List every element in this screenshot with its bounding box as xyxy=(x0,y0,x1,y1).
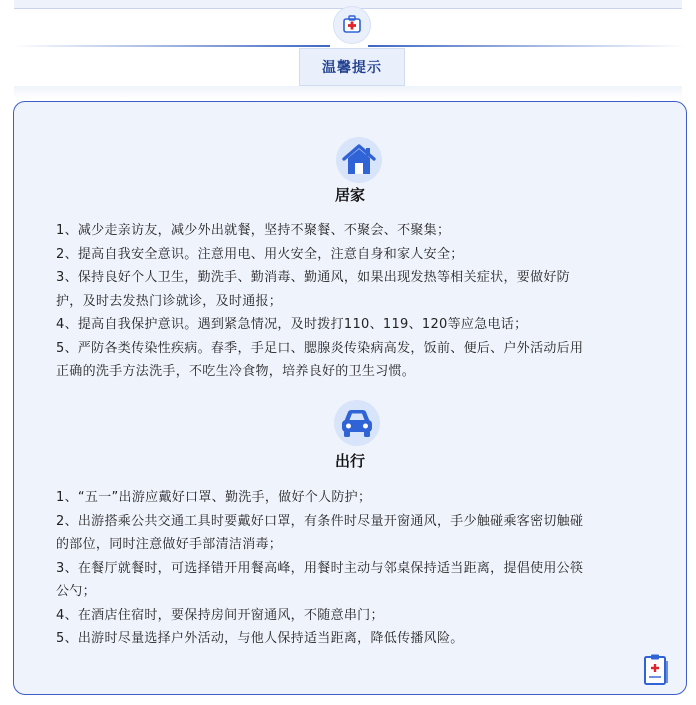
home-tips-list xyxy=(56,219,686,384)
home-tip-line: 正确的洗手方法洗手，不吃生冷食物，培养良好的卫生习惯。 xyxy=(56,364,416,379)
car-icon xyxy=(334,400,380,446)
travel-tip-line: 的部位，同时注意做好手部清洁消毒； xyxy=(56,537,283,552)
travel-tip-line: 公勺； xyxy=(56,584,96,599)
home-title: 居家 xyxy=(334,186,365,204)
medical-clipboard-icon xyxy=(643,653,669,691)
travel-tip-line: 5、出游时尽量选择户外活动，与他人保持适当距离，降低传播风险。 xyxy=(56,631,464,646)
tips-card xyxy=(13,101,687,695)
house-icon xyxy=(336,137,382,183)
medical-kit-icon xyxy=(333,6,371,44)
home-tip-line: 5、严防各类传染性疾病。春季，手足口、腮腺炎传染病高发，饭前、便后、户外活动后用 xyxy=(56,340,584,356)
header-divider-left xyxy=(12,45,330,47)
home-tip-line: 1、减少走亲访友，减少外出就餐，坚持不聚餐、不聚会、不聚集； xyxy=(56,223,451,238)
tip-label: 温馨提示 xyxy=(322,60,382,76)
tab-shadow xyxy=(14,86,682,98)
travel-title: 出行 xyxy=(334,452,365,470)
travel-tip-line: 3、在餐厅就餐时，可选择错开用餐高峰，用餐时主动与邻桌保持适当距离，提倡使用公筷 xyxy=(56,560,584,576)
header-divider-right xyxy=(368,45,686,47)
travel-tip-line: 4、在酒店住宿时，要保持房间开窗通风，不随意串门； xyxy=(56,607,384,623)
tip-tab xyxy=(299,48,405,86)
home-tip-line: 护，及时去发热门诊就诊，及时通报； xyxy=(56,293,283,309)
travel-tips-list xyxy=(56,486,686,651)
home-tip-line: 4、提高自我保护意识。遇到紧急情况，及时拨打110、119、120等应急电话； xyxy=(56,317,528,332)
home-tip-line: 2、提高自我安全意识。注意用电、用火安全，注意自身和家人安全； xyxy=(56,246,464,262)
home-tip-line: 3、保持良好个人卫生，勤洗手、勤消毒、勤通风，如果出现发热等相关症状，要做好防 xyxy=(56,270,570,285)
travel-tip-line: 2、出游搭乘公共交通工具时要戴好口罩，有条件时尽量开窗通风，手少触碰乘客密切触碰 xyxy=(56,513,584,529)
travel-tip-line: 1、“五一”出游应戴好口罩、勤洗手，做好个人防护； xyxy=(56,490,372,505)
